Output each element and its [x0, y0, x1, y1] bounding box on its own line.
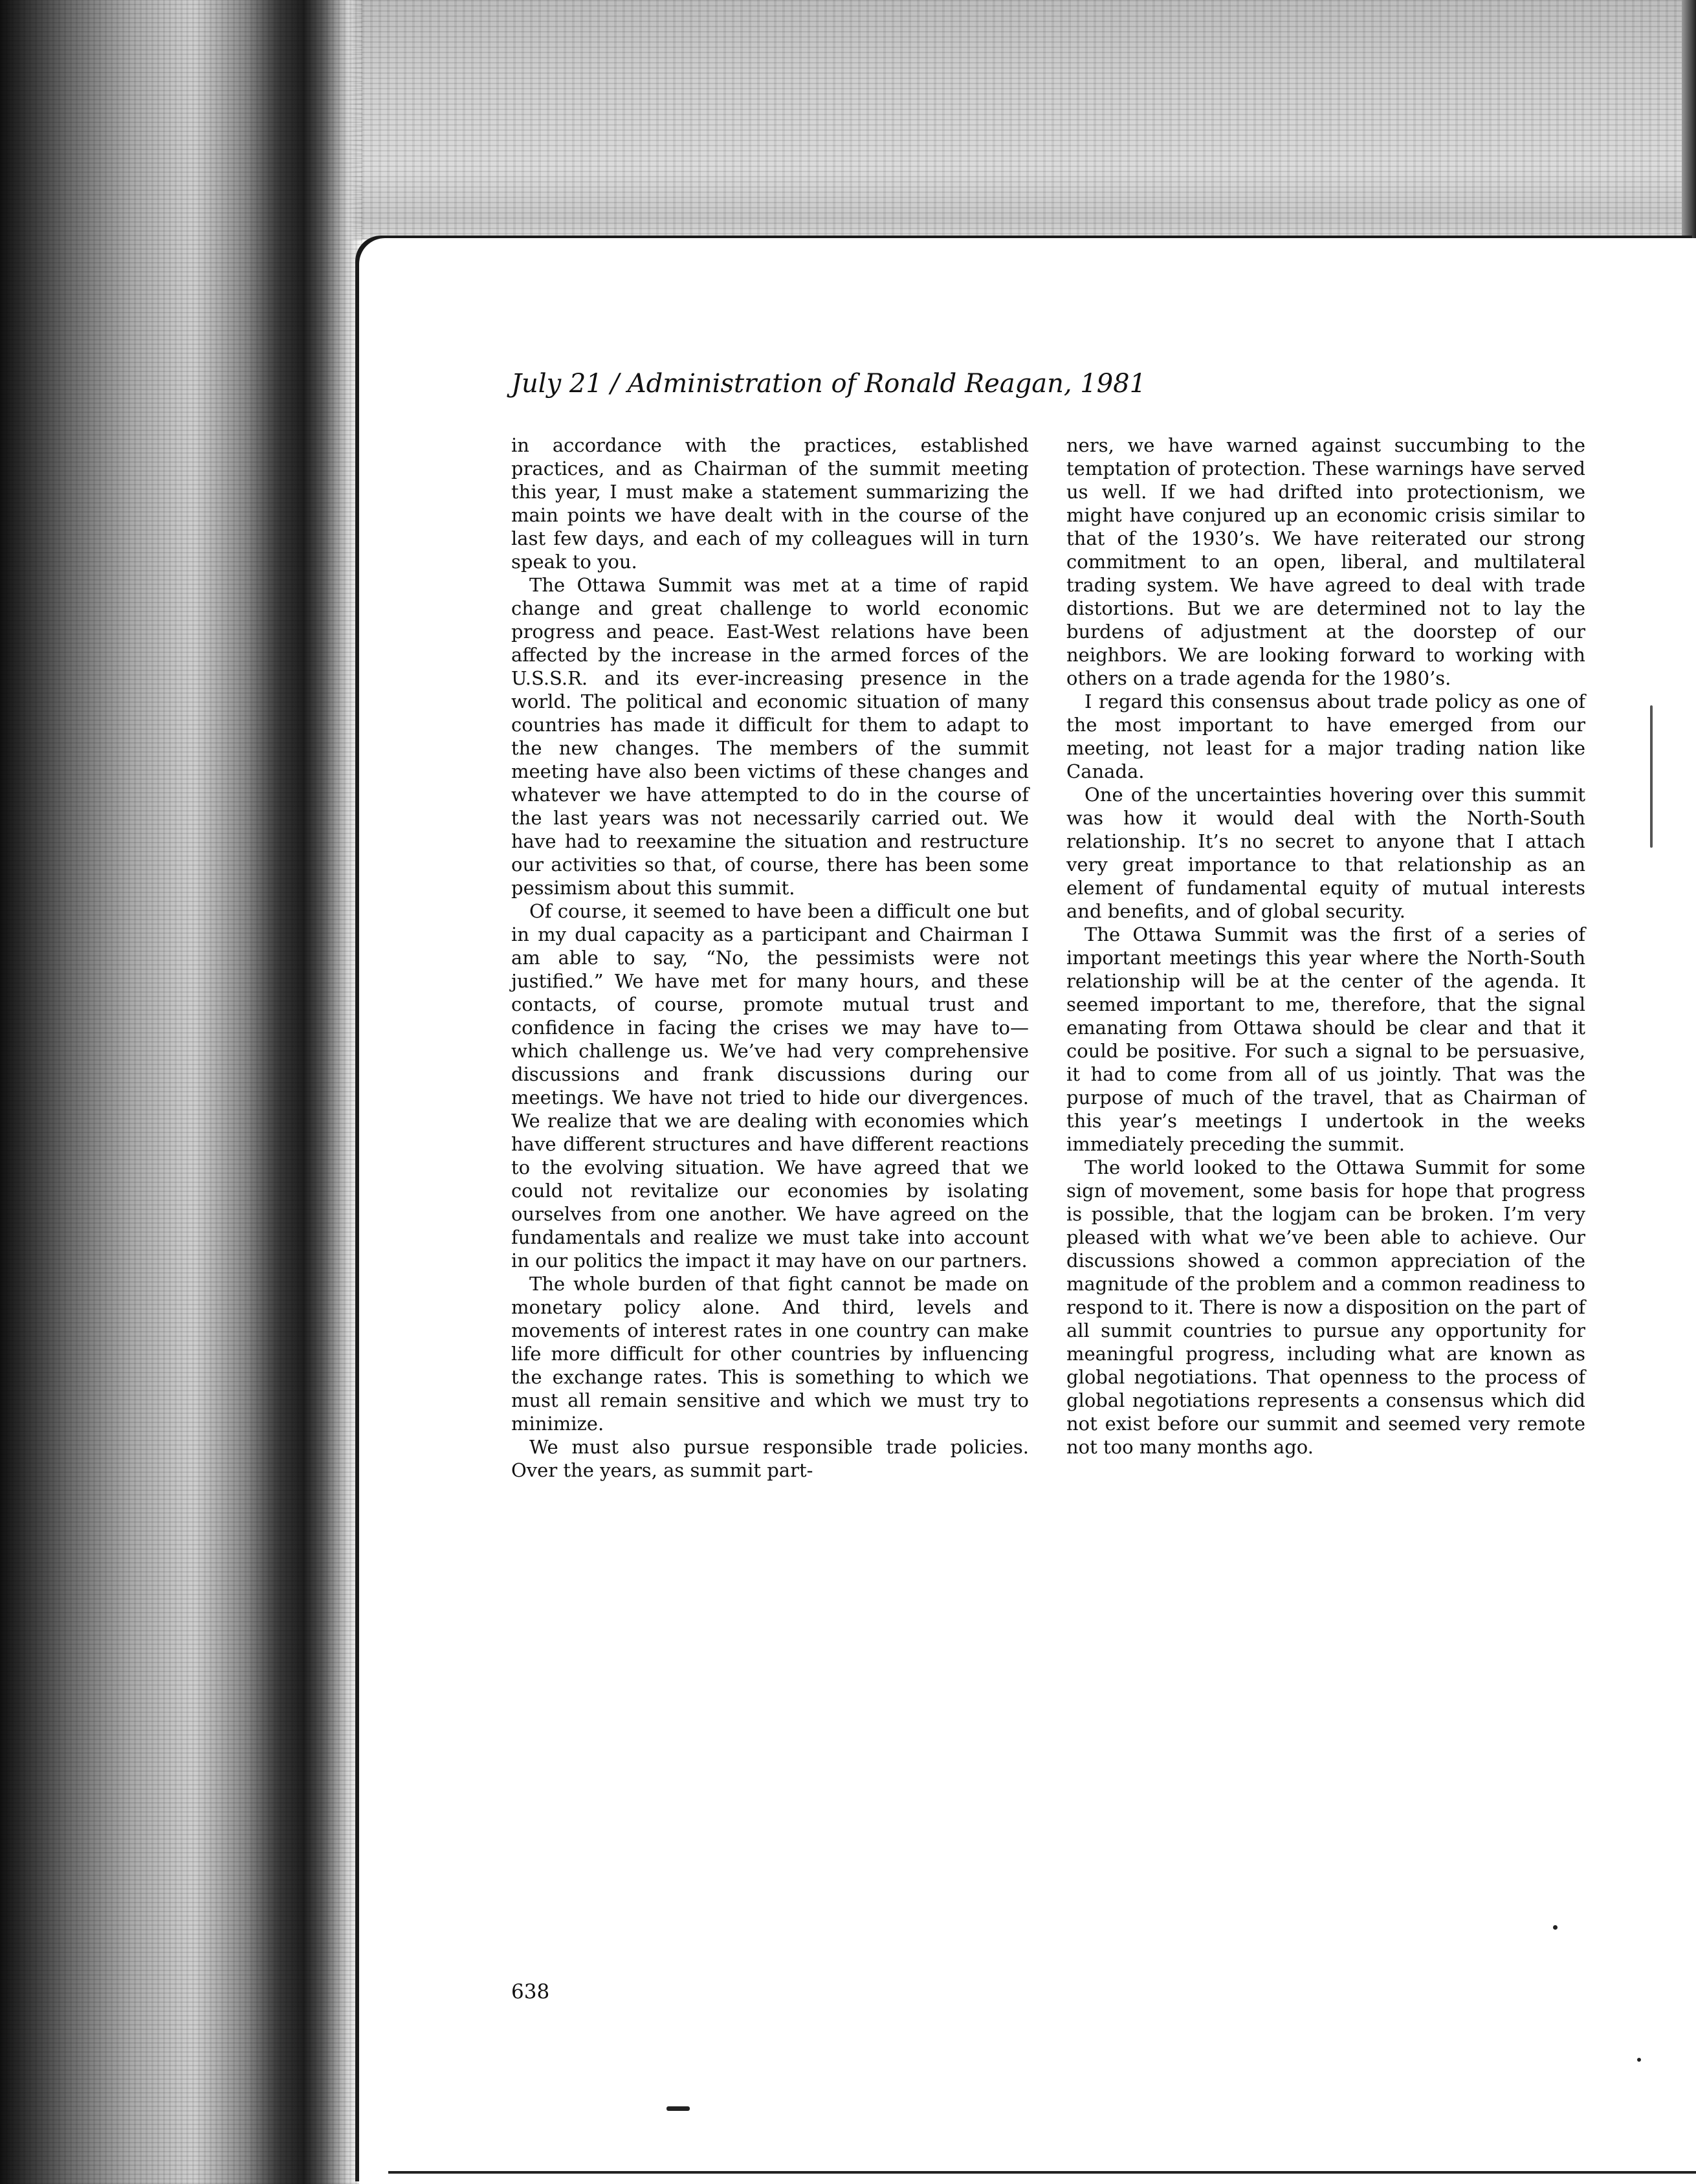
- paragraph: One of the uncertainties hovering over this summit was how it would deal with the North-South relationship. It’s no secret to anyone that I attach very great importance to that relationship as an element of fundamental equity of mutual interests and benefits, and of global security.: [1066, 784, 1585, 922]
- scan-speck: [1650, 705, 1653, 848]
- page-number: 638: [511, 1980, 550, 2003]
- running-head: July 21 / Administration of Ronald Reagan, 1981: [511, 369, 1147, 399]
- paragraph: I regard this consensus about trade policy as one of the most important to have emerged from our meeting, not least for a major trading nation like Canada.: [1066, 690, 1585, 782]
- left-column: [511, 434, 1029, 1482]
- paragraph: The Ottawa Summit was the first of a series of important meetings this year where the North-South relationship will be at the center of the agenda. It seemed important to me, therefore, that the signal emanating from Ottawa should be clear and that it could be positive. For such a signal to be persuasive, it had to come from all of us jointly. That was the purpose of much of the travel, that as Chairman of this year’s meetings I undertook in the weeks immediately preceding the summit.: [1066, 923, 1585, 1155]
- scan-spine-shadow: [0, 0, 362, 2184]
- scan-speck: [1637, 2058, 1641, 2062]
- paragraph: The Ottawa Summit was met at a time of rapid change and great challenge to world economic progress and peace. East-West relations have been affected by the increase in the armed forces of the U.S.S.R. and its ever-increasing presence in the world. The political and economic situation of many countries has made it difficult for them to adapt to the new changes. The members of the summit meeting have also been victims of these changes and whatever we have attempted to do in the course of the last years was not necessarily carried out. We have had to reexamine the situation and restructure our activities so that, of course, there has been some pessimism about this summit.: [511, 574, 1029, 899]
- paragraph: Of course, it seemed to have been a difficult one but in my dual capacity as a participant and Chairman I am able to say, “No, the pessimists were not justified.” We have met for many hours, and these contacts, of course, promote mutual trust and confidence in facing the crises we may have to—which challenge us. We’ve had very comprehensive discussions and frank discussions during our meetings. We have not tried to hide our divergences. We realize that we are dealing with economies which have different structures and have different reactions to the evolving situation. We have agreed that we could not revitalize our economies by isolating ourselves from one another. We have agreed on the fundamentals and realize we must take into account in our politics the impact it may have on our partners.: [511, 900, 1029, 1272]
- paragraph: The whole burden of that fight cannot be made on monetary policy alone. And third, levels and movements of interest rates in one country can make life more difficult for other countries by influencing the exchange rates. This is something to which we must all remain sensitive and which we must try to minimize.: [511, 1273, 1029, 1435]
- paragraph: in accordance with the practices, established practices, and as Chairman of the summit meeting this year, I must make a statement summarizing the main points we have dealt with in the course of the last few days, and each of my colleagues will in turn speak to you.: [511, 434, 1029, 573]
- scan-speck: [1553, 1925, 1558, 1930]
- page-bottom-edge: [388, 2171, 1696, 2174]
- paragraph: ners, we have warned against succumbing to the temptation of protection. These warnings have served us well. If we had drifted into protectionism, we might have conjured up an economic crisis similar to that of the 1930’s. We have reiterated our strong commitment to an open, liberal, and multilateral trading system. We have agreed to deal with trade distortions. But we are determined not to lay the burdens of adjustment at the doorstep of our neighbors. We are looking forward to working with others on a trade agenda for the 1980’s.: [1066, 434, 1585, 689]
- scan-speck: [666, 2106, 690, 2111]
- paragraph: The world looked to the Ottawa Summit for some sign of movement, some basis for hope that progress is possible, that the logjam can be broken. I’m very pleased with what we’ve been able to achieve. Our discussions showed a common appreciation of the magnitude of the problem and a common readiness to respond to it. There is now a disposition on the part of all summit countries to pursue any opportunity for meaningful progress, including what are known as global negotiations. That openness to the process of global negotiations represents a consensus which did not exist before our summit and seemed very remote not too many months ago.: [1066, 1156, 1585, 1458]
- right-column: [1066, 434, 1585, 1459]
- paragraph: We must also pursue responsible trade policies. Over the years, as summit part-: [511, 1436, 1029, 1481]
- scan-right-edge: [1682, 0, 1696, 246]
